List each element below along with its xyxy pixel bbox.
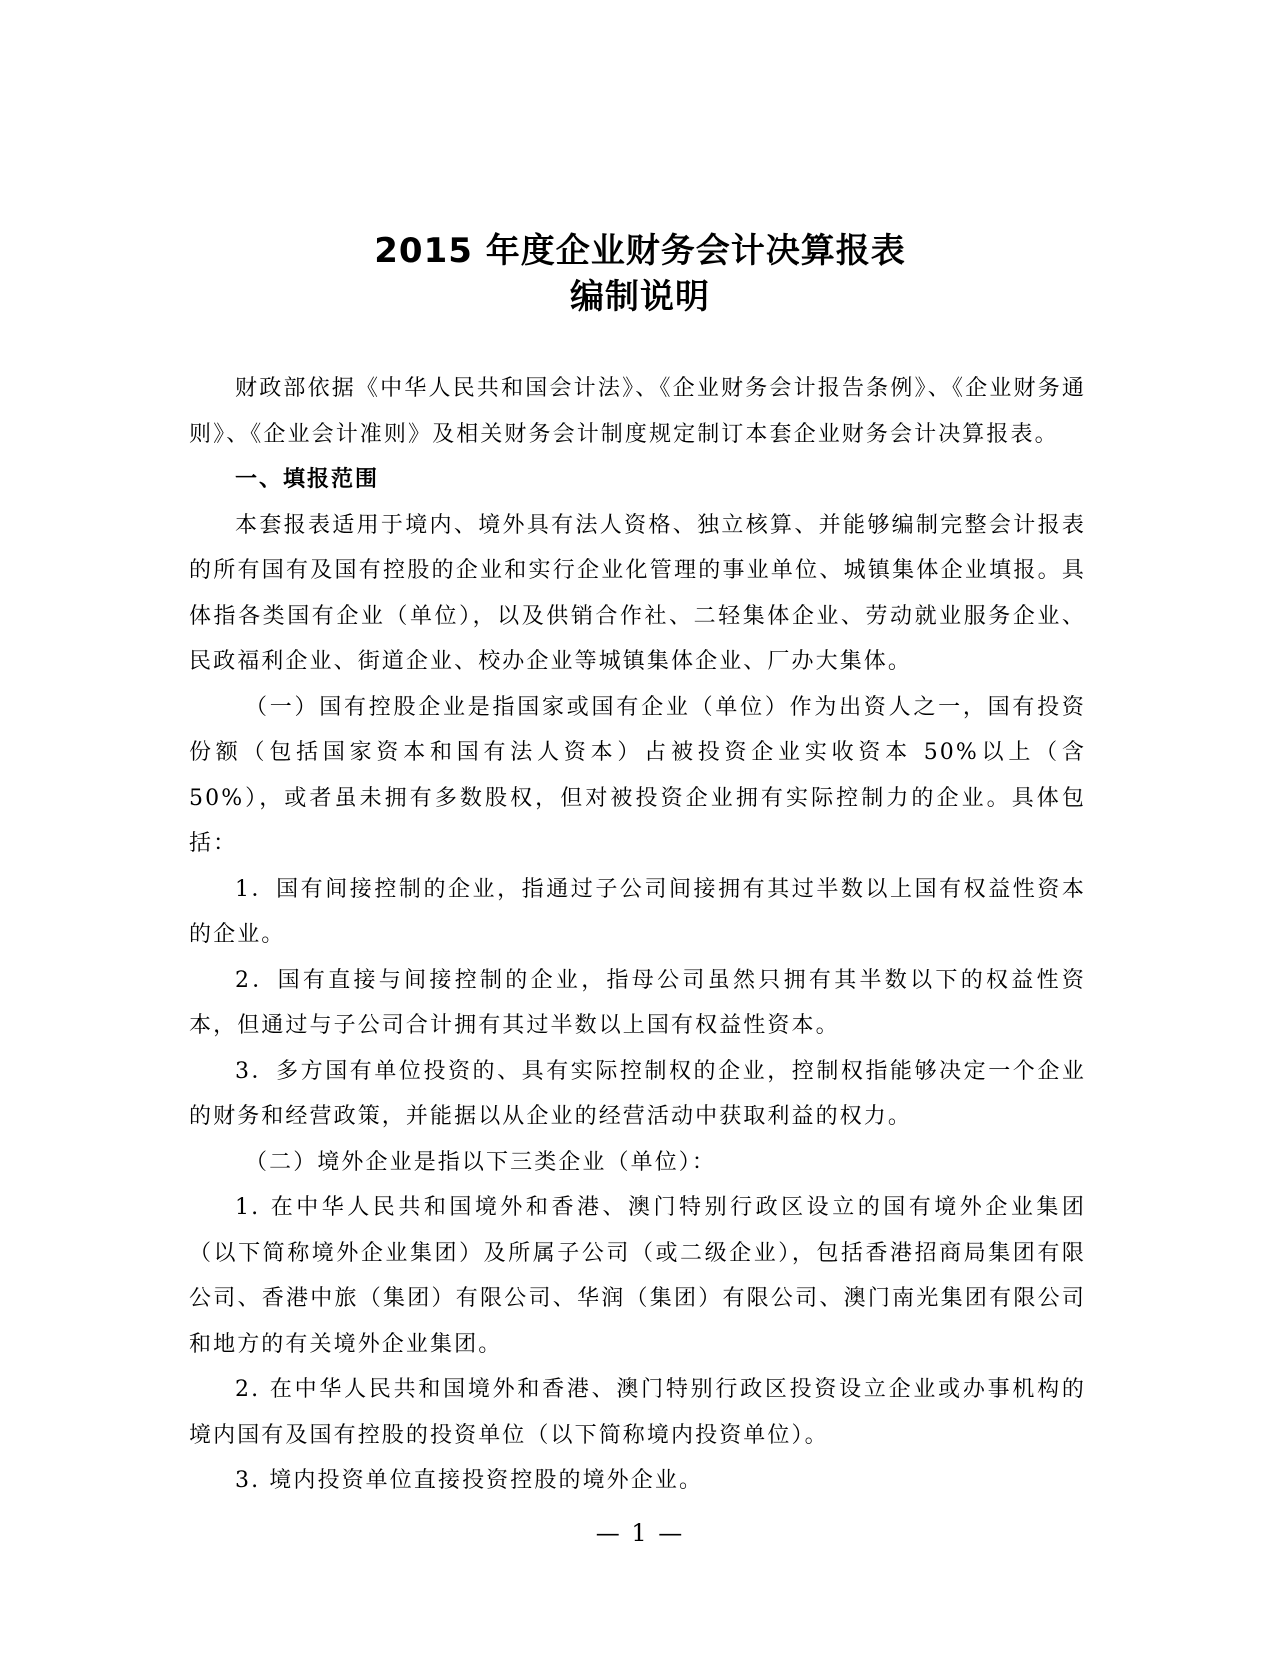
document-title bbox=[0, 228, 1280, 320]
subsection-2-item-2: 2. 在中华人民共和国境外和香港、澳门特别行政区投资设立企业或办事机构的境内国有及国有控股的投资单位（以下简称境内投资单位）。 bbox=[189, 1377, 1086, 1448]
subsection-2-paragraph: （二）境外企业是指以下三类企业（单位）： bbox=[245, 1149, 717, 1175]
subsection-1-item-2: 2．国有直接与间接控制的企业，指母公司虽然只拥有其半数以下的权益性资本，但通过与子公司合计拥有其过半数以上国有权益性资本。 bbox=[189, 967, 1086, 1038]
subsection-1-item-3: 3．多方国有单位投资的、具有实际控制权的企业，控制权指能够决定一个企业的财务和经营政策，并能据以从企业的经营活动中获取利益的权力。 bbox=[189, 1058, 1086, 1129]
subsection-2-item-1: 1. 在中华人民共和国境外和香港、澳门特别行政区设立的国有境外企业集团（以下简称境外企业集团）及所属子公司（或二级企业），包括香港招商局集团有限公司、香港中旅（集团）有限公司、华润（集团）有限公司、澳门南光集团有限公司和地方的有关境外企业集团。 bbox=[189, 1195, 1086, 1357]
page-number: — 1 — bbox=[595, 1519, 685, 1547]
scope-paragraph: 本套报表适用于境内、境外具有法人资格、独立核算、并能够编制完整会计报表的所有国有及国有控股的企业和实行企业化管理的事业单位、城镇集体企业填报。具体指各类国有企业（单位），以及供销合作社、二轻集体企业、劳动就业服务企业、民政福利企业、街道企业、校办企业等城镇集体企业、厂办大集体。 bbox=[189, 512, 1086, 674]
document-body bbox=[189, 366, 1086, 1504]
intro-paragraph: 财政部依据《中华人民共和国会计法》、《企业财务会计报告条例》、《企业财务通则》、《企业会计准则》及相关财务会计制度规定制订本套企业财务会计决算报表。 bbox=[189, 376, 1086, 447]
section-heading-scope: 一、填报范围 bbox=[235, 467, 380, 492]
subsection-2-item-3: 3. 境内投资单位直接投资控股的境外企业。 bbox=[235, 1468, 704, 1493]
subsection-1-paragraph: （一）国有控股企业是指国家或国有企业（单位）作为出资人之一，国有投资份额（包括国家资本和国有法人资本）占被投资企业实收资本 50%以上（含 50%），或者虽未拥有多数股权，但对被投资企业拥有实际控制力的企业。具体包括： bbox=[189, 694, 1086, 856]
subsection-1-item-1: 1．国有间接控制的企业，指通过子公司间接拥有其过半数以上国有权益性资本的企业。 bbox=[189, 876, 1086, 947]
title-line-2: 编制说明 bbox=[570, 277, 710, 317]
title-line-1: 2015 年度企业财务会计决算报表 bbox=[374, 231, 906, 271]
